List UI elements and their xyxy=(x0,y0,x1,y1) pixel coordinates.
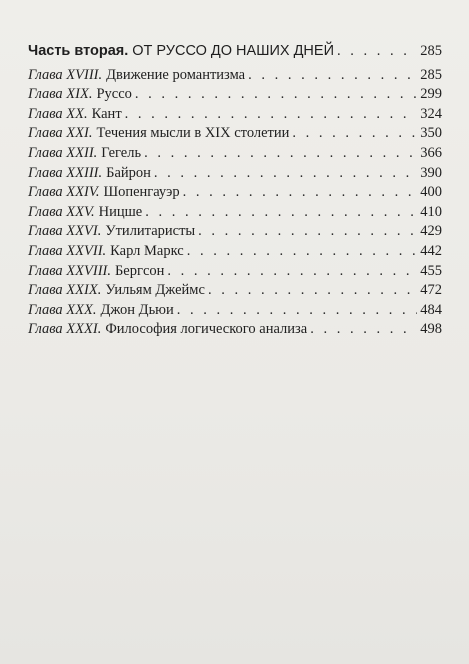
chapter-list xyxy=(28,66,442,340)
leader-dots xyxy=(187,242,417,262)
chapter-page-number: 498 xyxy=(420,321,442,338)
leader-dots xyxy=(154,164,417,184)
chapter-page-number: 285 xyxy=(420,66,442,83)
chapter-label: Глава XXVIII. xyxy=(28,262,111,279)
chapter-page-number: 455 xyxy=(420,262,442,279)
leader-dots xyxy=(248,66,417,86)
chapter-title: Уильям Джеймс xyxy=(105,282,205,299)
toc-chapter-row xyxy=(28,281,442,301)
chapter-page-number: 366 xyxy=(420,144,442,161)
chapter-page-number: 472 xyxy=(420,282,442,299)
toc-chapter-row xyxy=(28,124,442,144)
chapter-page-number: 484 xyxy=(420,301,442,318)
part-label: Часть вторая. xyxy=(28,43,129,59)
chapter-title: Течения мысли в XIX столетии xyxy=(96,125,290,142)
toc-part-heading xyxy=(28,42,442,62)
chapter-label: Глава XXII. xyxy=(28,144,98,161)
leader-dots xyxy=(135,85,417,105)
chapter-page-number: 400 xyxy=(420,184,442,201)
toc-chapter-row xyxy=(28,320,442,340)
toc-chapter-row xyxy=(28,183,442,203)
chapter-title: Бергсон xyxy=(114,262,165,279)
leader-dots xyxy=(125,105,417,125)
chapter-title: Шопенгауэр xyxy=(103,184,180,201)
toc-chapter-row xyxy=(28,85,442,105)
chapter-page-number: 429 xyxy=(420,223,442,240)
leader-dots xyxy=(144,144,417,164)
leader-dots xyxy=(177,301,417,321)
chapter-label: Глава XIX. xyxy=(28,86,93,103)
chapter-page-number: 390 xyxy=(420,164,442,181)
leader-dots xyxy=(292,124,417,144)
chapter-title: Кант xyxy=(91,105,122,122)
chapter-page-number: 350 xyxy=(420,125,442,142)
chapter-label: Глава XXIX. xyxy=(28,282,102,299)
toc-chapter-row xyxy=(28,164,442,184)
toc-chapter-row xyxy=(28,262,442,282)
chapter-page-number: 442 xyxy=(420,242,442,259)
chapter-label: Глава XXX. xyxy=(28,301,97,318)
leader-dots xyxy=(183,183,417,203)
leader-dots xyxy=(145,203,417,223)
chapter-title: Ницше xyxy=(98,203,143,220)
chapter-title: Утилитаристы xyxy=(105,223,196,240)
chapter-label: Глава XXIII. xyxy=(28,164,103,181)
part-title: ОТ РУССО ДО НАШИХ ДНЕЙ xyxy=(132,43,334,59)
chapter-label: Глава XX. xyxy=(28,105,88,122)
toc-chapter-row xyxy=(28,301,442,321)
chapter-label: Глава XXXI. xyxy=(28,321,102,338)
chapter-label: Глава XXIV. xyxy=(28,184,100,201)
toc-chapter-row xyxy=(28,203,442,223)
toc-chapter-row xyxy=(28,105,442,125)
leader-dots xyxy=(167,262,417,282)
chapter-title: Байрон xyxy=(106,164,151,181)
leader-dots xyxy=(310,320,417,340)
chapter-page-number: 324 xyxy=(420,105,442,122)
toc-chapter-row xyxy=(28,144,442,164)
chapter-page-number: 299 xyxy=(420,86,442,103)
chapter-title: Руссо xyxy=(96,86,132,103)
leader-dots xyxy=(208,281,417,301)
leader-dots xyxy=(198,222,417,242)
chapter-label: Глава XXVII. xyxy=(28,242,107,259)
part-page-number: 285 xyxy=(420,43,442,59)
chapter-title: Гегель xyxy=(101,144,142,161)
chapter-label: Глава XXV. xyxy=(28,203,95,220)
chapter-page-number: 410 xyxy=(420,203,442,220)
leader-dots xyxy=(337,42,417,62)
chapter-title: Джон Дьюи xyxy=(100,301,174,318)
toc-chapter-row xyxy=(28,242,442,262)
chapter-title: Философия логического анализа xyxy=(105,321,308,338)
toc-chapter-row xyxy=(28,66,442,86)
chapter-title: Движение романтизма xyxy=(106,66,246,83)
chapter-label: Глава XVIII. xyxy=(28,66,103,83)
table-of-contents xyxy=(28,42,442,340)
toc-chapter-row xyxy=(28,222,442,242)
chapter-label: Глава XXVI. xyxy=(28,223,102,240)
chapter-label: Глава XXI. xyxy=(28,125,93,142)
chapter-title: Карл Маркс xyxy=(110,242,184,259)
